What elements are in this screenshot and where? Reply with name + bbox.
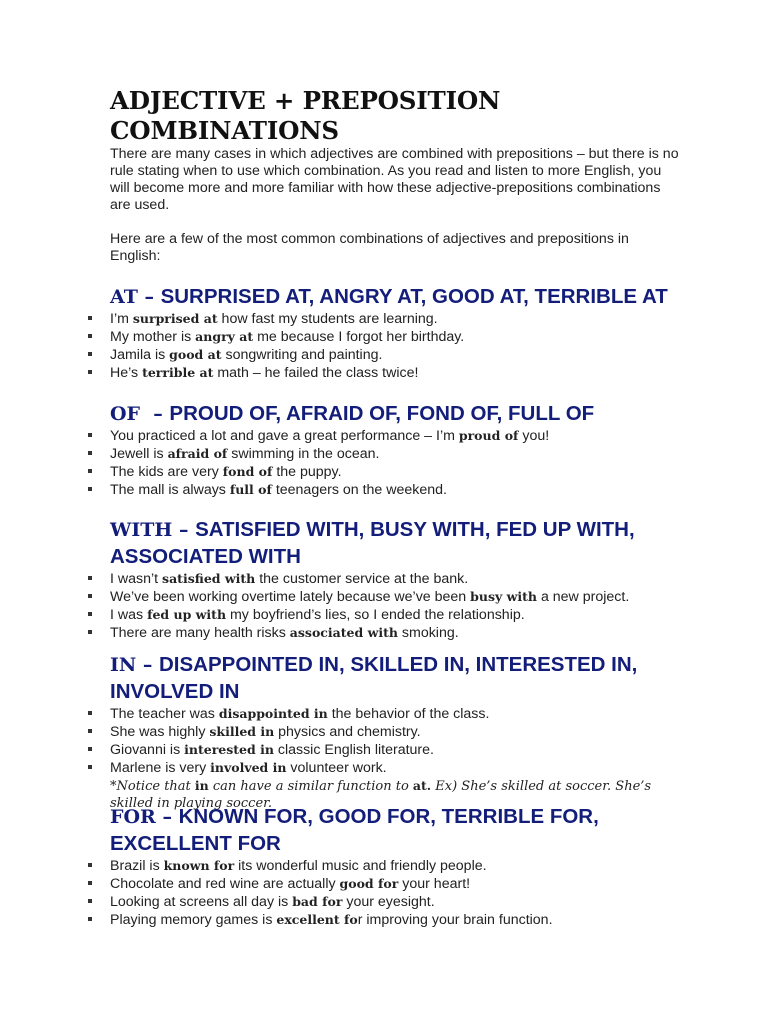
section-heading: OF – PROUD OF, AFRAID OF, FOND OF, FULL OF: [110, 402, 595, 425]
list-item: You practiced a lot and gave a great performance – I’m proud of you!: [110, 427, 680, 445]
list-item: Marlene is very involved in volunteer work.: [110, 759, 680, 777]
keyword: terrible at: [142, 365, 214, 380]
bullet-icon: [88, 630, 92, 634]
keyword: good for: [339, 876, 399, 891]
keyword: angry at: [195, 329, 254, 344]
list-item: The kids are very fond of the puppy.: [110, 463, 680, 481]
bullet-icon: [88, 370, 92, 374]
bullet-icon: [88, 487, 92, 491]
example-list: [110, 427, 680, 499]
bullet-icon: [88, 711, 92, 715]
list-item: Chocolate and red wine are actually good for your heart!: [110, 875, 680, 893]
section-heading: AT – SURPRISED AT, ANGRY AT, GOOD AT, TERRIBLE AT: [110, 285, 668, 308]
bullet-icon: [88, 747, 92, 751]
keyword: good at: [169, 347, 222, 362]
keyword: known for: [163, 858, 235, 873]
section-for: [110, 803, 680, 929]
example-list: [110, 857, 680, 929]
list-item: There are many health risks associated with smoking.: [110, 624, 680, 642]
keyword: skilled in: [209, 724, 275, 739]
preposition-label: FOR: [110, 806, 156, 828]
list-item: I wasn’t satisfied with the customer service at the bank.: [110, 570, 680, 588]
section-with: [110, 516, 680, 642]
keyword: associated with: [289, 625, 398, 640]
section-of: [110, 400, 680, 499]
keyword: interested in: [184, 742, 274, 757]
bullet-icon: [88, 451, 92, 455]
grammar-note: *Notice that in can have a similar function to at. Ex) She’s skilled at soccer. She’s skilled in playing soccer.: [110, 778, 652, 811]
combinations-label: SURPRISED AT, ANGRY AT, GOOD AT, TERRIBLE AT: [160, 285, 668, 308]
bullet-icon: [88, 334, 92, 338]
bullet-icon: [88, 316, 92, 320]
list-item: Looking at screens all day is bad for your eyesight.: [110, 893, 680, 911]
bullet-icon: [88, 917, 92, 921]
list-item: My mother is angry at me because I forgot her birthday.: [110, 328, 680, 346]
bullet-icon: [88, 729, 92, 733]
combinations-label: SATISFIED WITH, BUSY WITH, FED UP WITH, ASSOCIATED WITH: [110, 518, 635, 568]
bullet-icon: [88, 469, 92, 473]
preposition-label: IN: [110, 654, 137, 676]
example-list: [110, 310, 680, 382]
list-item: We’ve been working overtime lately because we’ve been busy with a new project.: [110, 588, 680, 606]
list-item: The teacher was disappointed in the behavior of the class.: [110, 705, 680, 723]
list-item: I was fed up with my boyfriend’s lies, so I ended the relationship.: [110, 606, 680, 624]
keyword: fond of: [222, 464, 273, 479]
list-item: Jamila is good at songwriting and painting.: [110, 346, 680, 364]
bullet-icon: [88, 352, 92, 356]
keyword: surprised at: [132, 311, 218, 326]
document-content: [110, 86, 680, 265]
keyword: fed up with: [147, 607, 227, 622]
section-heading: FOR – KNOWN FOR, GOOD FOR, TERRIBLE FOR, EXCELLENT FOR: [110, 805, 599, 855]
combinations-label: DISAPPOINTED IN, SKILLED IN, INTERESTED IN, INVOLVED IN: [110, 653, 638, 703]
example-list: [110, 570, 680, 642]
keyword: bad for: [292, 894, 343, 909]
combinations-label: KNOWN FOR, GOOD FOR, TERRIBLE FOR, EXCELLENT FOR: [110, 805, 599, 855]
bullet-icon: [88, 433, 92, 437]
list-item: I’m surprised at how fast my students are learning.: [110, 310, 680, 328]
list-item: She was highly skilled in physics and chemistry.: [110, 723, 680, 741]
bullet-icon: [88, 612, 92, 616]
keyword: busy with: [470, 589, 537, 604]
keyword: disappointed in: [218, 706, 328, 721]
preposition-label: WITH: [110, 519, 173, 541]
section-at: [110, 283, 680, 382]
preposition-label: OF: [110, 403, 141, 425]
example-list: [110, 705, 680, 777]
keyword: excellent fo: [276, 912, 358, 927]
list-item: Jewell is afraid of swimming in the ocean.: [110, 445, 680, 463]
bullet-icon: [88, 863, 92, 867]
section-in: [110, 651, 680, 812]
bullet-icon: [88, 594, 92, 598]
section-heading: WITH – SATISFIED WITH, BUSY WITH, FED UP WITH, ASSOCIATED WITH: [110, 518, 635, 568]
bullet-icon: [88, 881, 92, 885]
list-item: The mall is always full of teenagers on the weekend.: [110, 481, 680, 499]
bullet-icon: [88, 765, 92, 769]
list-item: Playing memory games is excellent for improving your brain function.: [110, 911, 680, 929]
list-item: Giovanni is interested in classic English literature.: [110, 741, 680, 759]
keyword: satisfied with: [162, 571, 256, 586]
bullet-icon: [88, 576, 92, 580]
keyword: involved in: [210, 760, 287, 775]
list-item: Brazil is known for its wonderful music and friendly people.: [110, 857, 680, 875]
combinations-label: PROUD OF, AFRAID OF, FOND OF, FULL OF: [169, 402, 595, 425]
bullet-icon: [88, 899, 92, 903]
section-heading: IN – DISAPPOINTED IN, SKILLED IN, INTERESTED IN, INVOLVED IN: [110, 653, 638, 703]
intro-paragraph-2: Here are a few of the most common combinations of adjectives and prepositions in English:: [110, 231, 629, 264]
keyword: proud of: [458, 428, 519, 443]
list-item: He’s terrible at math – he failed the class twice!: [110, 364, 680, 382]
intro-paragraph: There are many cases in which adjectives are combined with prepositions – but there is no rule stating when to use which combination. As you read and listen to more English, you will become more and more familiar with how these adjective-prepositions combinations are used.: [110, 146, 679, 213]
keyword: afraid of: [167, 446, 228, 461]
preposition-label: AT: [110, 286, 138, 308]
page-title: ADJECTIVE + PREPOSITION COMBINATIONS: [110, 86, 501, 145]
keyword: full of: [229, 482, 272, 497]
